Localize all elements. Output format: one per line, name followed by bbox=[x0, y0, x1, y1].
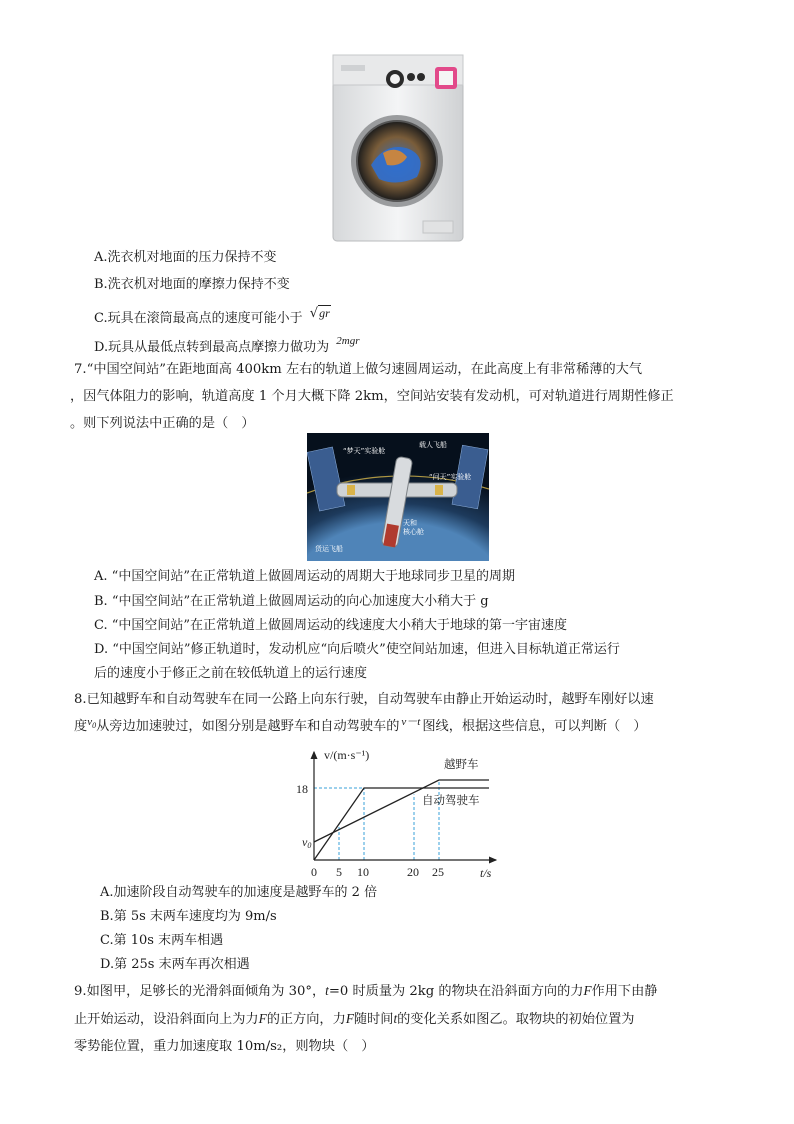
svg-text:载人飞船: 载人飞船 bbox=[419, 441, 447, 449]
series-line-0 bbox=[314, 780, 489, 842]
svg-text:核心舱: 核心舱 bbox=[403, 528, 424, 536]
q9-stem: 9.如图甲，足够长的光滑斜面倾角为 30°，t=0 时质量为 2kg 的物块在沿斜面方向的力F作用下由静 止开始运动，设沿斜面向上为力F的正方向，力F随时间t的变化关系如图乙。取物块的初始位置为 零势能位置，重力加速度取 10m/s₂，则物块（ ） bbox=[74, 983, 658, 1054]
y-axis-label: v/(m·s⁻¹) bbox=[324, 748, 370, 762]
x-tick-5: 5 bbox=[336, 865, 342, 879]
q7-option-c: C. “中国空间站”在正常轨道上做圆周运动的线速度大小稍大于地球的第一宇宙速度 bbox=[94, 618, 568, 633]
q8-option-d: D.第 25s 末两车再次相遇 bbox=[100, 957, 250, 972]
q6-option-b: B.洗衣机对地面的摩擦力保持不变 bbox=[94, 277, 290, 292]
q8-stem: 8.已知越野车和自动驾驶车在同一公路上向东行驶，自动驾驶车由静止开始运动时，越野车刚好以速 度$^{v_0}$从旁边加速驶过，如图分别是越野车和自动驾驶车的 $^{v-t}$ 图线，根据这些信息，可以判断（ ） bbox=[74, 692, 654, 734]
work-formula: 2mgr bbox=[336, 335, 360, 347]
y-tick-v0: v0 bbox=[302, 835, 312, 850]
svg-text:“问天”实验舱: “问天”实验舱 bbox=[429, 473, 472, 481]
q6-option-d: D.玩具从最低点转到最高点摩擦力做功为 $^{2mgr}$ bbox=[94, 335, 360, 355]
y-tick-18: 18 bbox=[296, 782, 308, 796]
svg-text:天和: 天和 bbox=[403, 519, 417, 527]
q7-stem: 7.“中国空间站”在距地面高 400km 左右的轨道上做匀速圆周运动，在此高度上有非常稀薄的大气 ，因气体阻力的影响，轨道高度 1 个月大概下降 2km，空间站安装有发动机，可对轨道进行周期性修正 。则下列说法中正确的是（ ） bbox=[70, 362, 674, 431]
svg-text:“梦天”实验舱: “梦天”实验舱 bbox=[343, 447, 386, 455]
x-tick-10: 10 bbox=[357, 865, 369, 879]
washing-machine-image bbox=[331, 53, 465, 243]
x-axis-label: t/s bbox=[480, 866, 492, 880]
q7-option-a: A. “中国空间站”在正常轨道上做圆周运动的周期大于地球同步卫星的周期 bbox=[94, 569, 515, 584]
chart-series bbox=[314, 780, 489, 860]
x-tick-0: 0 bbox=[311, 865, 317, 879]
q8-option-a: A.加速阶段自动驾驶车的加速度是越野车的 2 倍 bbox=[100, 885, 378, 900]
q6-option-a: A.洗衣机对地面的压力保持不变 bbox=[94, 250, 277, 265]
chart-guides bbox=[314, 780, 439, 860]
q6-option-c: C.玩具在滚筒最高点的速度可能小于 √gr bbox=[94, 306, 330, 326]
vt-symbol: v－t bbox=[401, 716, 421, 728]
legend-label-autonomous: 自动驾驶车 bbox=[422, 793, 480, 807]
legend-label-offroad: 越野车 bbox=[444, 757, 479, 771]
sqrt-gr-formula: √gr bbox=[309, 306, 330, 321]
x-tick-25: 25 bbox=[432, 865, 444, 879]
q8-option-b: B.第 5s 末两车速度均为 9m/s bbox=[100, 909, 277, 924]
q7-option-d-continued: 后的速度小于修正之前在较低轨道上的运行速度 bbox=[94, 666, 368, 681]
v0-symbol: v0 bbox=[87, 716, 97, 731]
space-station-image bbox=[307, 433, 489, 561]
x-tick-20: 20 bbox=[407, 865, 419, 879]
svg-text:货运飞船: 货运飞船 bbox=[315, 545, 343, 553]
q7-option-d: D. “中国空间站”修正轨道时，发动机应“向后喷火”使空间站加速，但进入目标轨道正常运行 bbox=[94, 642, 620, 657]
vt-graph bbox=[294, 746, 504, 884]
q8-option-c: C.第 10s 末两车相遇 bbox=[100, 933, 224, 948]
q7-option-b: B. “中国空间站”在正常轨道上做圆周运动的向心加速度大小稍大于 g bbox=[94, 594, 489, 609]
chart-ticks bbox=[311, 865, 444, 879]
